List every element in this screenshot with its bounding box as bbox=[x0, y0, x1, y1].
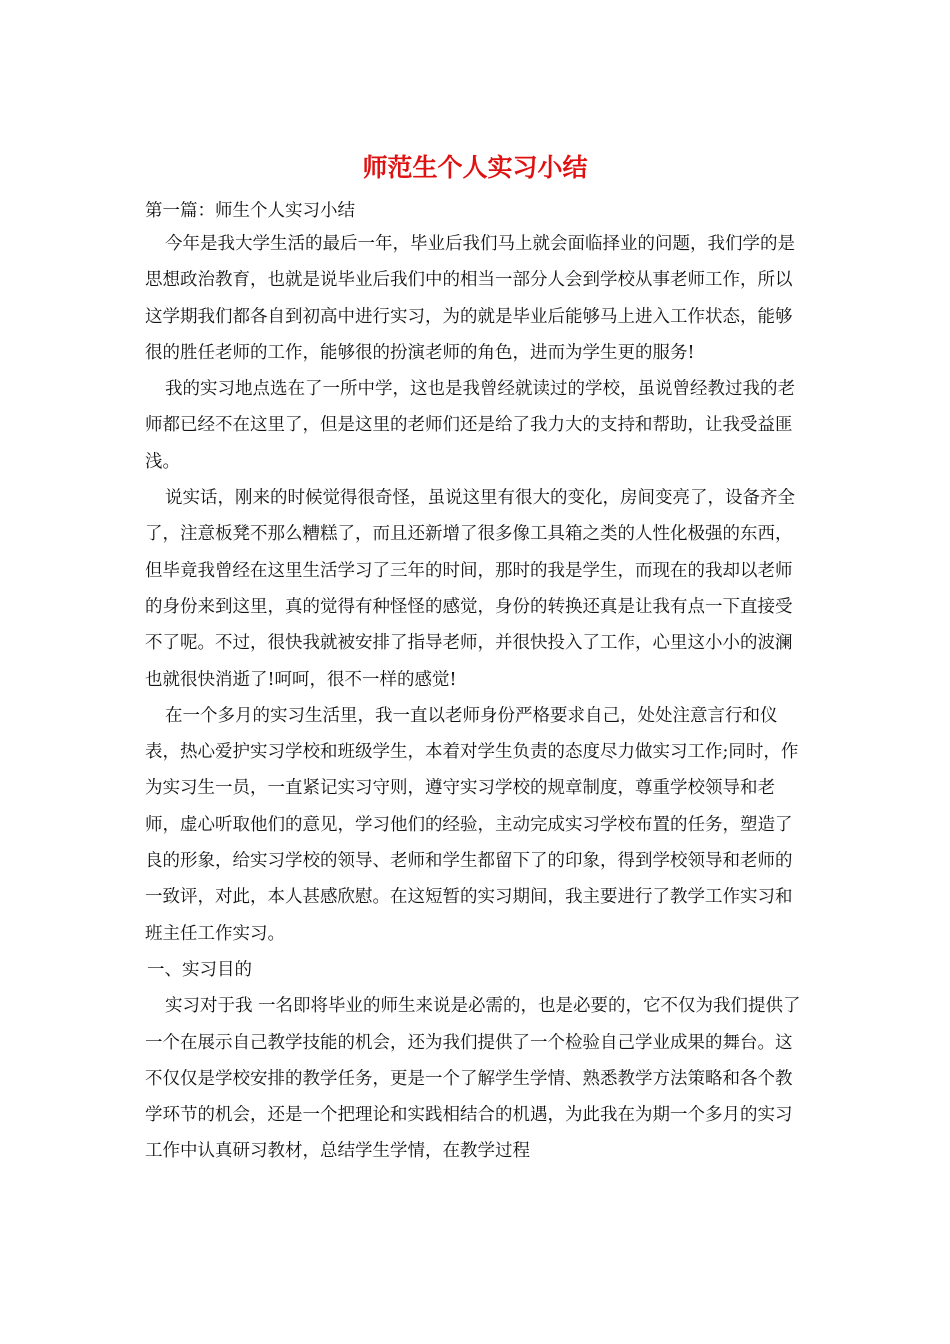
section-heading: 一、实习目的 bbox=[147, 959, 252, 980]
paragraph-5: 实习对于我 一名即将毕业的师生来说是必需的，也是必要的，它不仅为我们提供了一个在展示自己教学技能的机会，还为我们提供了一个检验自己学业成果的舞台。这不仅仅是学校安排的教学任务，更是一个了解学生学情、熟悉教学方法策略和各个教学环节的机会，还是一个把理论和实践相结合的机遇，为此我在为期一个多月的实习工作中认真研习教材，总结学生学情，在教学过程 bbox=[145, 996, 801, 1162]
paragraph-4: 在一个多月的实习生活里，我一直以老师身份严格要求自己，处处注意言行和仪表，热心爱护实习学校和班级学生，本着对学生负责的态度尽力做实习工作;同时，作为实习生一员，一直紧记实习守则，遵守实习学校的规章制度，尊重学校领导和老师，虚心听取他们的意见，学习他们的经验，主动完成实习学校布置的任务，塑造了良的形象，给实习学校的领导、老师和学生都留下了的印象，得到学校领导和老师的一致评，对此，本人甚感欣慰。在这短暂的实习期间，我主要进行了教学工作实习和班主任工作实习。 bbox=[145, 705, 799, 944]
document-body bbox=[145, 226, 807, 1170]
paragraph-3: 说实话，刚来的时候觉得很奇怪，虽说这里有很大的变化，房间变亮了，设备齐全了，注意板凳不那么糟糕了，而且还新增了很多像工具箱之类的人性化极强的东西，但毕竟我曾经在这里生活学习了三年的时间，那时的我是学生，而现在的我却以老师的身份来到这里，真的觉得有种怪怪的感觉，身份的转换还真是让我有点一下直接受不了呢。不过，很快我就被安排了指导老师，并很快投入了工作，心里这小小的波澜也就很快消逝了!呵呵，很不一样的感觉! bbox=[145, 488, 795, 690]
paragraph-2: 我的实习地点选在了一所中学，这也是我曾经就读过的学校，虽说曾经教过我的老师都已经不在这里了，但是这里的老师们还是给了我力大的支持和帮助，让我受益匪浅。 bbox=[145, 379, 795, 472]
document-subtitle: 第一篇：师生个人实习小结 bbox=[145, 201, 355, 221]
paragraph-1: 今年是我大学生活的最后一年，毕业后我们马上就会面临择业的问题，我们学的是思想政治教育，也就是说毕业后我们中的相当一部分人会到学校从事老师工作，所以这学期我们都各自到初高中进行实习，为的就是毕业后能够马上进入工作状态，能够很的胜任老师的工作，能够很的扮演老师的角色，进而为学生更的服务! bbox=[145, 234, 795, 363]
document-title: 师范生个人实习小结 bbox=[362, 153, 588, 182]
